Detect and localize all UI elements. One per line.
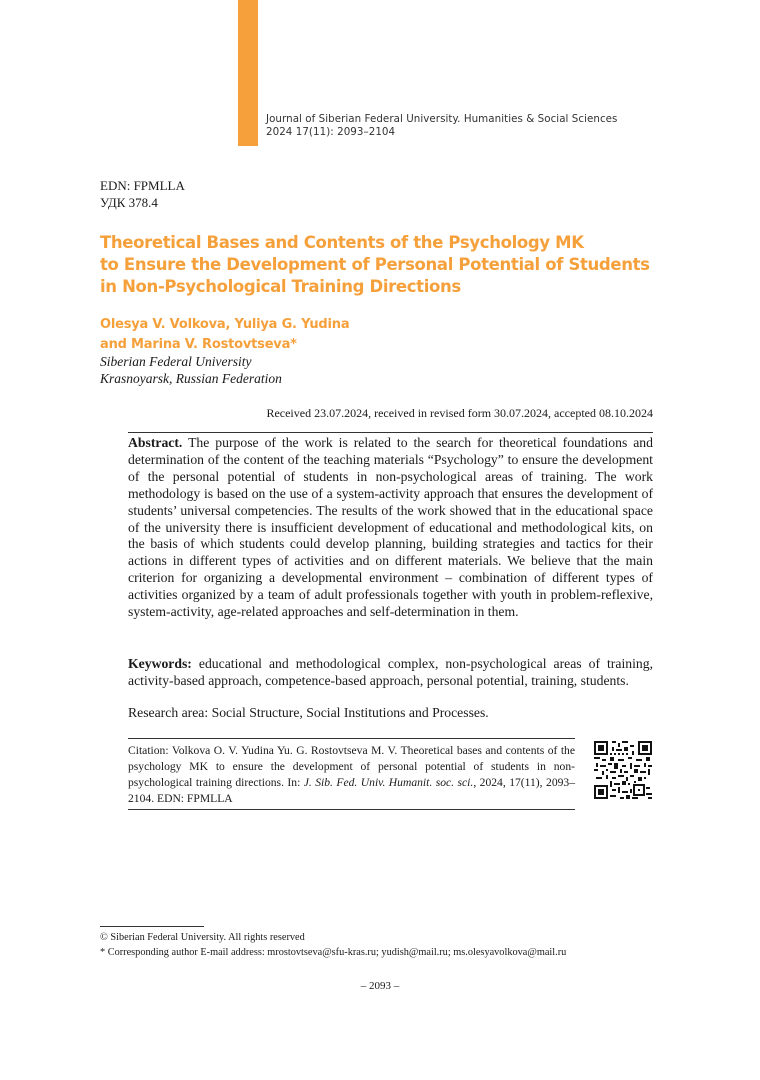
authors [100,315,349,355]
citation-text: Citation: Volkova O. V. Yudina Yu. G. Rostovtseva M. V. Theoretical bases and contents of the psychology MK to ensure the development of personal potential of students in non-psychological training directions. In: [128,744,575,789]
journal-issue: 2024 17(11): 2093–2104 [266,126,396,138]
abstract-text: The purpose of the work is related to the search for theoretical foundations and determination of the content of the teaching materials “Psychology” to ensure the development of the personal potential of students in non-psychological areas of training. The work methodology is based on the use of a system-activity approach that ensures the development of students’ universal competencies. The results of the work showed that in the educational space of the university there is insufficient development of educational and methodological kits, on the basis of which students could develop planning, building strategies and tactics for their actions in different types of activities and on different materials. We believe that the main criterion for organizing a developmental environment – combination of different types of activities organized by a team of adult professionals together with youth in problem-reflexive, system-activity, age-related approaches and self-determination in them. [128,435,653,620]
copyright-note: © Siberian Federal University. All rights reserved [100,932,305,943]
journal-header [266,113,617,139]
footnote-divider [100,926,204,927]
authors-line: Olesya V. Volkova, Yuliya G. Yudina [100,317,350,332]
journal-accent-bar [238,0,258,146]
abstract [128,435,653,621]
abstract-label: Abstract. [128,435,183,450]
received-dates: Received 23.07.2024, received in revised form 30.07.2024, accepted 08.10.2024 [266,406,653,420]
keywords-label: Keywords: [128,656,192,671]
citation-journal: J. Sib. Fed. Univ. Humanit. soc. sci. [303,775,474,789]
footnotes [100,930,566,960]
keywords-text: educational and methodological complex, non-psychological areas of training, activity-based approach, competence-based approach, personal potential, training, students. [128,656,653,688]
qr-code-icon[interactable] [594,741,652,799]
edn-code: EDN: FPMLLA [100,178,185,193]
title-line: Theoretical Bases and Contents of the Psychology MK [100,233,584,252]
title-line: in Non-Psychological Training Directions [100,277,461,296]
affiliation-location: Krasnoyarsk, Russian Federation [100,371,282,386]
citation [128,743,575,807]
identifiers [100,177,185,211]
research-area: Research area: Social Structure, Social Institutions and Processes. [128,705,489,720]
udk-code: УДК 378.4 [100,195,158,210]
affiliation [100,353,282,387]
journal-name: Journal of Siberian Federal University. Humanities & Social Sciences [266,113,618,125]
citation-bottom-divider [128,809,575,810]
authors-line: and Marina V. Rostovtseva* [100,337,297,352]
citation-top-divider [128,738,575,739]
corresponding-author-note: * Corresponding author E-mail address: mrostovtseva@sfu-kras.ru; yudish@mail.ru; ms.olesyavolkova@mail.ru [100,947,567,958]
citation-text-end: , 2024, 17(11), 2093–2104. EDN: FPMLLA [128,775,576,805]
keywords [128,655,653,689]
title-line: to Ensure the Development of Personal Potential of Students [100,255,650,274]
affiliation-university: Siberian Federal University [100,354,252,369]
page-number: – 2093 – [360,980,400,992]
abstract-top-divider [128,432,653,433]
article-title [100,232,660,298]
